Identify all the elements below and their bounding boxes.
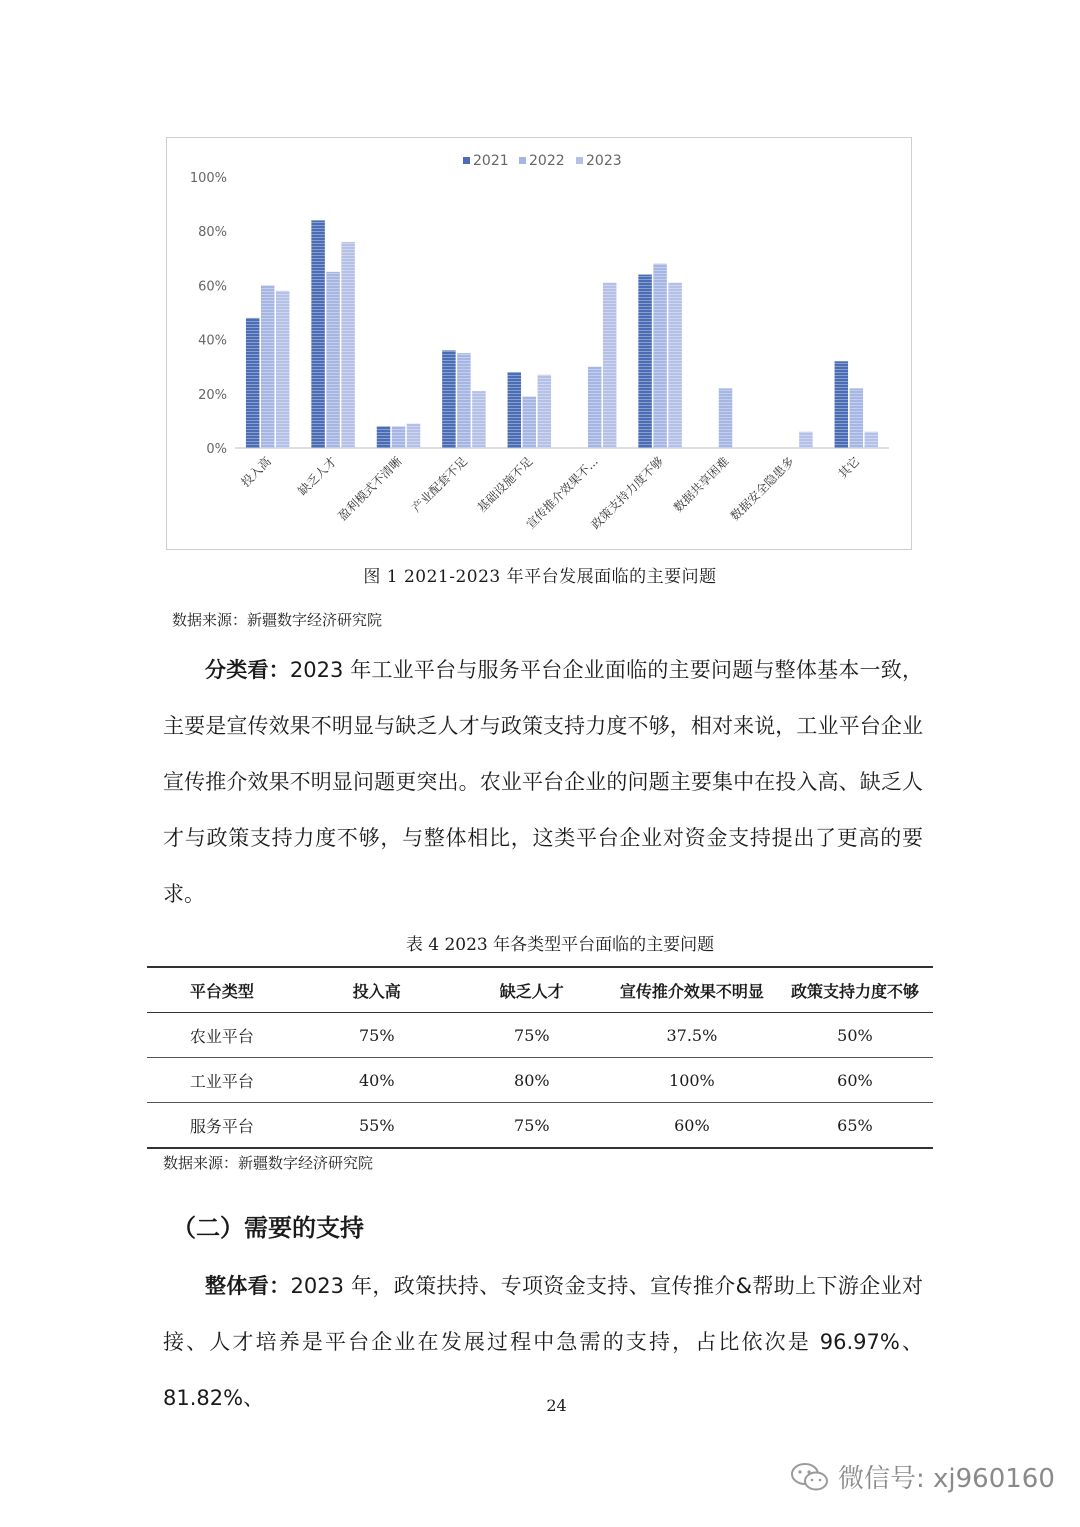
bar-2023 (276, 291, 290, 448)
bar-2022 (588, 367, 602, 448)
header-cell: 平台类型 (147, 967, 297, 1013)
bar-2023 (472, 391, 486, 448)
x-tick-label: 政策支持力度不够 (588, 454, 667, 533)
x-tick-label: 数据安全隐患多 (727, 454, 798, 524)
bar-2022 (653, 264, 667, 448)
y-tick-label: 60% (198, 279, 227, 295)
bar-2022 (719, 388, 733, 448)
bar-2023 (341, 242, 355, 448)
bar-chart (167, 138, 911, 549)
y-tick-label: 0% (206, 442, 227, 457)
table-title: 表 4 2023 年各类型平台面临的主要问题 (405, 935, 715, 955)
figure-caption: 图 1 2021-2023 年平台发展面临的主要问题 (363, 567, 717, 587)
wechat-icon (790, 1461, 830, 1493)
bar-2022 (261, 285, 275, 448)
legend-swatch (519, 157, 526, 164)
table-row (147, 1103, 933, 1149)
issues-table (147, 966, 933, 1149)
bar-2022 (523, 397, 537, 448)
bar-2022 (392, 426, 406, 448)
bar-2021 (638, 275, 652, 448)
table-cell: 100% (607, 1058, 777, 1103)
bar-2023 (865, 432, 879, 448)
section-title: （二）需要的支持 (172, 1214, 364, 1242)
x-tick-label: 产业配套不足 (409, 454, 471, 516)
figure-chart (166, 137, 912, 550)
table-cell: 37.5% (607, 1013, 777, 1058)
table-header-row (147, 967, 933, 1013)
legend-swatch (463, 157, 470, 164)
x-tick-label: 宣传推介效果不... (523, 454, 601, 532)
paragraph-lead: 分类看： (205, 658, 290, 682)
table-cell: 工业平台 (147, 1058, 297, 1103)
x-tick-label: 投入高 (238, 454, 274, 490)
paragraph-lead: 整体看： (205, 1274, 291, 1298)
page-number: 24 (546, 1396, 567, 1415)
table-cell: 40% (297, 1058, 457, 1103)
paragraph-classification (163, 642, 923, 922)
table-cell: 农业平台 (147, 1013, 297, 1058)
x-tick-label: 基础设施不足 (474, 454, 536, 516)
table-source: 数据来源：新疆数字经济研究院 (163, 1154, 374, 1172)
bar-2023 (538, 375, 552, 448)
table-cell: 80% (457, 1058, 607, 1103)
bar-2021 (442, 350, 456, 448)
x-tick-label: 盈利模式不清晰 (335, 454, 405, 524)
table-row (147, 1058, 933, 1103)
paragraph-text: 2023 年工业平台与服务平台企业面临的主要问题与整体基本一致，主要是宣传效果不明显与缺乏人才与政策支持力度不够，相对来说，工业平台企业宣传推介效果不明显问题更突出。农业平台企业的问题主要集中在投入高、缺乏人才与政策支持力度不够，与整体相比，这类平台企业对资金支持提出了更高的要求。 (163, 658, 923, 906)
y-tick-label: 20% (198, 387, 227, 403)
legend-swatch (576, 157, 583, 164)
bar-2023 (603, 283, 617, 448)
bar-2022 (457, 353, 471, 448)
y-tick-label: 80% (198, 225, 227, 241)
header-cell: 缺乏人才 (457, 967, 607, 1013)
legend-label: 2022 (529, 153, 565, 169)
figure-source: 数据来源：新疆数字经济研究院 (172, 611, 383, 629)
table-row (147, 1013, 933, 1058)
bar-2023 (407, 424, 421, 448)
watermark-text: 微信号: xj960160 (838, 1464, 1055, 1494)
paragraph-text: 2023 年，政策扶持、专项资金支持、宣传推介&帮助上下游企业对接、人才培养是平台企业在发展过程中急需的支持，占比依次是 96.97%、81.82%、 (163, 1274, 923, 1410)
bar-2021 (835, 361, 849, 448)
bar-2021 (246, 318, 260, 448)
header-cell: 政策支持力度不够 (777, 967, 933, 1013)
table-cell: 50% (777, 1013, 933, 1058)
legend-label: 2021 (473, 153, 509, 169)
bar-2023 (799, 432, 813, 448)
bar-2022 (326, 272, 340, 448)
table-cell: 65% (777, 1103, 933, 1149)
bar-2022 (850, 388, 864, 448)
header-cell: 宣传推介效果不明显 (607, 967, 777, 1013)
table-cell: 60% (607, 1103, 777, 1149)
table-cell: 55% (297, 1103, 457, 1149)
bar-2021 (377, 426, 391, 448)
table-cell: 75% (297, 1013, 457, 1058)
y-tick-label: 100% (189, 171, 227, 186)
x-tick-label: 数据共享困难 (670, 454, 732, 516)
table-cell: 60% (777, 1058, 933, 1103)
x-tick-label: 其它 (835, 454, 863, 482)
bar-2021 (311, 220, 325, 448)
legend-label: 2023 (586, 153, 622, 169)
watermark (790, 1458, 1055, 1495)
x-tick-label: 缺乏人才 (295, 454, 340, 499)
bar-2021 (508, 372, 522, 448)
table-cell: 75% (457, 1013, 607, 1058)
bar-2023 (668, 283, 682, 448)
table-cell: 服务平台 (147, 1103, 297, 1149)
table-cell: 75% (457, 1103, 607, 1149)
y-tick-label: 40% (198, 333, 227, 349)
header-cell: 投入高 (297, 967, 457, 1013)
